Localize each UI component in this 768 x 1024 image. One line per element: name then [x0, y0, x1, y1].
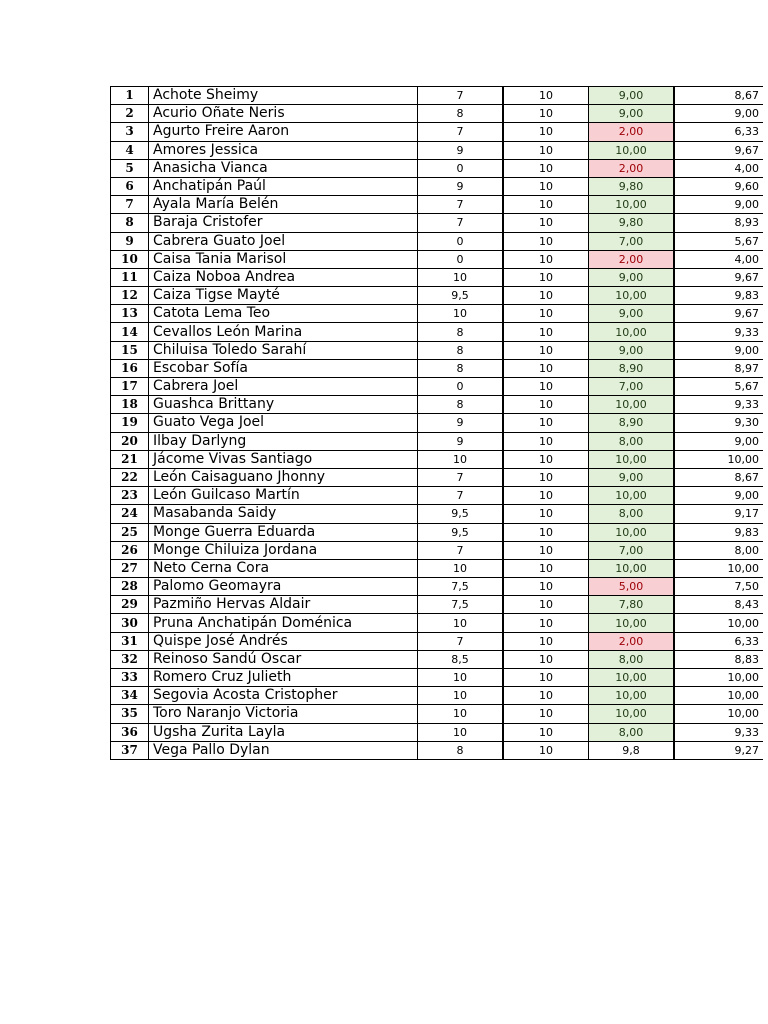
average-cell[interactable]: 9,83: [674, 523, 763, 541]
average-cell[interactable]: 9,60: [674, 177, 763, 195]
grade-2-cell[interactable]: 10: [503, 468, 589, 486]
average-cell[interactable]: 4,00: [674, 159, 763, 177]
table-row: [111, 378, 764, 396]
grade-3-cell[interactable]: 10,00: [589, 559, 675, 577]
average-cell[interactable]: 8,00: [674, 541, 763, 559]
grade-2-cell[interactable]: 10: [503, 287, 589, 305]
row-number-cell[interactable]: 34: [111, 687, 149, 705]
table-row: [111, 250, 764, 268]
grade-1-cell[interactable]: 10: [418, 268, 504, 286]
average-cell[interactable]: 9,33: [674, 323, 763, 341]
grade-2-cell[interactable]: 10: [503, 159, 589, 177]
table-row: [111, 105, 764, 123]
student-name-cell[interactable]: Masabanda Saidy: [149, 505, 418, 523]
row-number-cell[interactable]: 33: [111, 669, 149, 687]
student-name-cell[interactable]: Ilbay Darlyng: [149, 432, 418, 450]
student-name-cell[interactable]: Agurto Freire Aaron: [149, 123, 418, 141]
student-name-cell[interactable]: Caiza Tigse Mayté: [149, 287, 418, 305]
grade-2-cell[interactable]: 10: [503, 741, 589, 759]
grade-2-cell[interactable]: 10: [503, 323, 589, 341]
average-cell[interactable]: 9,33: [674, 723, 763, 741]
grade-2-cell[interactable]: 10: [503, 378, 589, 396]
table-row: [111, 650, 764, 668]
row-number-cell[interactable]: 31: [111, 632, 149, 650]
grade-3-cell[interactable]: 9,80: [589, 177, 675, 195]
student-name-cell[interactable]: Reinoso Sandú Oscar: [149, 650, 418, 668]
table-row: [111, 450, 764, 468]
grade-1-cell[interactable]: 8: [418, 105, 504, 123]
student-name-cell[interactable]: Monge Guerra Eduarda: [149, 523, 418, 541]
table-row: [111, 359, 764, 377]
student-name-cell[interactable]: Cabrera Joel: [149, 378, 418, 396]
average-cell[interactable]: 8,67: [674, 87, 763, 105]
grade-3-cell[interactable]: 7,00: [589, 541, 675, 559]
grade-1-cell[interactable]: 10: [418, 687, 504, 705]
grade-1-cell[interactable]: 8: [418, 359, 504, 377]
student-name-cell[interactable]: Caiza Noboa Andrea: [149, 268, 418, 286]
grade-3-cell[interactable]: 8,90: [589, 359, 675, 377]
grade-2-cell[interactable]: 10: [503, 196, 589, 214]
student-name-cell[interactable]: Anasicha Vianca: [149, 159, 418, 177]
grade-3-cell[interactable]: 9,00: [589, 341, 675, 359]
average-cell[interactable]: 10,00: [674, 705, 763, 723]
grade-3-cell[interactable]: 8,00: [589, 723, 675, 741]
grade-3-cell[interactable]: 10,00: [589, 323, 675, 341]
grade-3-cell[interactable]: 8,00: [589, 650, 675, 668]
row-number-cell[interactable]: 2: [111, 105, 149, 123]
average-cell[interactable]: 10,00: [674, 450, 763, 468]
row-number-cell[interactable]: 19: [111, 414, 149, 432]
grade-3-cell[interactable]: 9,8: [589, 741, 675, 759]
grade-2-cell[interactable]: 10: [503, 450, 589, 468]
grade-2-cell[interactable]: 10: [503, 414, 589, 432]
grade-3-cell[interactable]: 7,00: [589, 378, 675, 396]
grade-3-cell[interactable]: 9,00: [589, 305, 675, 323]
average-cell[interactable]: 5,67: [674, 378, 763, 396]
grade-3-cell[interactable]: 7,80: [589, 596, 675, 614]
student-name-cell[interactable]: Neto Cerna Cora: [149, 559, 418, 577]
grade-3-cell[interactable]: 10,00: [589, 523, 675, 541]
grade-2-cell[interactable]: 10: [503, 687, 589, 705]
average-cell[interactable]: 9,17: [674, 505, 763, 523]
table-row: [111, 669, 764, 687]
row-number-cell[interactable]: 1: [111, 87, 149, 105]
average-cell[interactable]: 9,00: [674, 196, 763, 214]
row-number-cell[interactable]: 36: [111, 723, 149, 741]
grade-3-cell[interactable]: 9,00: [589, 87, 675, 105]
grade-1-cell[interactable]: 7,5: [418, 578, 504, 596]
table-row: [111, 687, 764, 705]
student-name-cell[interactable]: Achote Sheimy: [149, 87, 418, 105]
grade-3-cell[interactable]: 2,00: [589, 123, 675, 141]
row-number-cell[interactable]: 37: [111, 741, 149, 759]
grade-3-cell[interactable]: 5,00: [589, 578, 675, 596]
grade-3-cell[interactable]: 8,00: [589, 432, 675, 450]
grade-2-cell[interactable]: 10: [503, 359, 589, 377]
grade-1-cell[interactable]: 8: [418, 741, 504, 759]
student-name-cell[interactable]: Cabrera Guato Joel: [149, 232, 418, 250]
grade-1-cell[interactable]: 10: [418, 669, 504, 687]
table-row: [111, 541, 764, 559]
table-row: [111, 432, 764, 450]
average-cell[interactable]: 8,97: [674, 359, 763, 377]
table-row: [111, 614, 764, 632]
student-name-cell[interactable]: Acurio Oñate Neris: [149, 105, 418, 123]
student-name-cell[interactable]: Amores Jessica: [149, 141, 418, 159]
grade-1-cell[interactable]: 9,5: [418, 287, 504, 305]
row-number-cell[interactable]: 9: [111, 232, 149, 250]
row-number-cell[interactable]: 21: [111, 450, 149, 468]
average-cell[interactable]: 8,43: [674, 596, 763, 614]
grade-2-cell[interactable]: 10: [503, 305, 589, 323]
row-number-cell[interactable]: 15: [111, 341, 149, 359]
grade-1-cell[interactable]: 9: [418, 141, 504, 159]
average-cell[interactable]: 8,93: [674, 214, 763, 232]
table-row: [111, 632, 764, 650]
average-cell[interactable]: 9,67: [674, 141, 763, 159]
row-number-cell[interactable]: 32: [111, 650, 149, 668]
row-number-cell[interactable]: 24: [111, 505, 149, 523]
average-cell[interactable]: 9,00: [674, 341, 763, 359]
grade-2-cell[interactable]: 10: [503, 141, 589, 159]
student-name-cell[interactable]: Escobar Sofía: [149, 359, 418, 377]
table-row: [111, 123, 764, 141]
table-row: [111, 141, 764, 159]
row-number-cell[interactable]: 6: [111, 177, 149, 195]
table-row: [111, 414, 764, 432]
average-cell[interactable]: 5,67: [674, 232, 763, 250]
row-number-cell[interactable]: 25: [111, 523, 149, 541]
grade-3-cell[interactable]: 8,90: [589, 414, 675, 432]
grade-1-cell[interactable]: 7: [418, 87, 504, 105]
grade-2-cell[interactable]: 10: [503, 596, 589, 614]
student-name-cell[interactable]: León Guilcaso Martín: [149, 487, 418, 505]
average-cell[interactable]: 9,33: [674, 396, 763, 414]
table-row: [111, 196, 764, 214]
student-name-cell[interactable]: Guato Vega Joel: [149, 414, 418, 432]
row-number-cell[interactable]: 13: [111, 305, 149, 323]
student-name-cell[interactable]: Toro Naranjo Victoria: [149, 705, 418, 723]
table-row: [111, 505, 764, 523]
grade-1-cell[interactable]: 7: [418, 214, 504, 232]
average-cell[interactable]: 9,30: [674, 414, 763, 432]
student-name-cell[interactable]: Pazmiño Hervas Aldair: [149, 596, 418, 614]
grade-1-cell[interactable]: 9: [418, 177, 504, 195]
row-number-cell[interactable]: 7: [111, 196, 149, 214]
table-row: [111, 287, 764, 305]
student-name-cell[interactable]: León Caisaguano Jhonny: [149, 468, 418, 486]
grade-2-cell[interactable]: 10: [503, 559, 589, 577]
student-name-cell[interactable]: Baraja Cristofer: [149, 214, 418, 232]
grade-1-cell[interactable]: 7: [418, 487, 504, 505]
table-row: [111, 323, 764, 341]
table-row: [111, 723, 764, 741]
table-row: [111, 741, 764, 759]
average-cell[interactable]: 4,00: [674, 250, 763, 268]
grade-2-cell[interactable]: 10: [503, 250, 589, 268]
table-row: [111, 159, 764, 177]
average-cell[interactable]: 10,00: [674, 559, 763, 577]
row-number-cell[interactable]: 28: [111, 578, 149, 596]
grade-1-cell[interactable]: 10: [418, 559, 504, 577]
grade-2-cell[interactable]: 10: [503, 105, 589, 123]
table-row: [111, 487, 764, 505]
grades-table: [110, 86, 763, 760]
row-number-cell[interactable]: 26: [111, 541, 149, 559]
grade-3-cell[interactable]: 10,00: [589, 287, 675, 305]
grade-1-cell[interactable]: 10: [418, 723, 504, 741]
grade-1-cell[interactable]: 9: [418, 414, 504, 432]
row-number-cell[interactable]: 12: [111, 287, 149, 305]
average-cell[interactable]: 8,67: [674, 468, 763, 486]
grade-2-cell[interactable]: 10: [503, 614, 589, 632]
grade-2-cell[interactable]: 10: [503, 268, 589, 286]
average-cell[interactable]: 10,00: [674, 687, 763, 705]
grade-2-cell[interactable]: 10: [503, 505, 589, 523]
table-row: [111, 177, 764, 195]
grade-3-cell[interactable]: 10,00: [589, 687, 675, 705]
student-name-cell[interactable]: Monge Chiluiza Jordana: [149, 541, 418, 559]
average-cell[interactable]: 9,67: [674, 305, 763, 323]
grade-3-cell[interactable]: 2,00: [589, 159, 675, 177]
grade-2-cell[interactable]: 10: [503, 396, 589, 414]
row-number-cell[interactable]: 17: [111, 378, 149, 396]
grade-1-cell[interactable]: 8: [418, 341, 504, 359]
table-row: [111, 268, 764, 286]
average-cell[interactable]: 7,50: [674, 578, 763, 596]
table-row: [111, 578, 764, 596]
grade-3-cell[interactable]: 9,80: [589, 214, 675, 232]
grade-3-cell[interactable]: 9,00: [589, 268, 675, 286]
grade-1-cell[interactable]: 9,5: [418, 505, 504, 523]
student-name-cell[interactable]: Romero Cruz Julieth: [149, 669, 418, 687]
student-name-cell[interactable]: Pruna Anchatipán Doménica: [149, 614, 418, 632]
grade-1-cell[interactable]: 7: [418, 541, 504, 559]
row-number-cell[interactable]: 20: [111, 432, 149, 450]
student-name-cell[interactable]: Anchatipán Paúl: [149, 177, 418, 195]
grade-2-cell[interactable]: 10: [503, 723, 589, 741]
grade-3-cell[interactable]: 8,00: [589, 505, 675, 523]
row-number-cell[interactable]: 18: [111, 396, 149, 414]
student-name-cell[interactable]: Segovia Acosta Cristopher: [149, 687, 418, 705]
grade-1-cell[interactable]: 0: [418, 378, 504, 396]
grade-3-cell[interactable]: 10,00: [589, 196, 675, 214]
grade-3-cell[interactable]: 10,00: [589, 669, 675, 687]
grade-1-cell[interactable]: 8: [418, 323, 504, 341]
grade-1-cell[interactable]: 8: [418, 396, 504, 414]
student-name-cell[interactable]: Quispe José Andrés: [149, 632, 418, 650]
average-cell[interactable]: 9,00: [674, 487, 763, 505]
row-number-cell[interactable]: 8: [111, 214, 149, 232]
grade-3-cell[interactable]: 10,00: [589, 141, 675, 159]
grade-2-cell[interactable]: 10: [503, 341, 589, 359]
grade-2-cell[interactable]: 10: [503, 123, 589, 141]
grade-1-cell[interactable]: 10: [418, 450, 504, 468]
student-name-cell[interactable]: Cevallos León Marina: [149, 323, 418, 341]
grade-1-cell[interactable]: 0: [418, 232, 504, 250]
row-number-cell[interactable]: 3: [111, 123, 149, 141]
table-row: [111, 523, 764, 541]
average-cell[interactable]: 9,00: [674, 432, 763, 450]
average-cell[interactable]: 9,83: [674, 287, 763, 305]
grade-1-cell[interactable]: 7: [418, 632, 504, 650]
grade-3-cell[interactable]: 9,00: [589, 105, 675, 123]
grade-1-cell[interactable]: 7: [418, 196, 504, 214]
grade-2-cell[interactable]: 10: [503, 214, 589, 232]
grade-3-cell[interactable]: 10,00: [589, 705, 675, 723]
grade-2-cell[interactable]: 10: [503, 232, 589, 250]
table-row: [111, 87, 764, 105]
table-row: [111, 232, 764, 250]
average-cell[interactable]: 6,33: [674, 632, 763, 650]
average-cell[interactable]: 9,27: [674, 741, 763, 759]
grade-1-cell[interactable]: 0: [418, 250, 504, 268]
grade-2-cell[interactable]: 10: [503, 578, 589, 596]
row-number-cell[interactable]: 29: [111, 596, 149, 614]
student-name-cell[interactable]: Caisa Tania Marisol: [149, 250, 418, 268]
grade-2-cell[interactable]: 10: [503, 669, 589, 687]
grade-3-cell[interactable]: 10,00: [589, 450, 675, 468]
table-row: [111, 214, 764, 232]
grade-2-cell[interactable]: 10: [503, 705, 589, 723]
row-number-cell[interactable]: 4: [111, 141, 149, 159]
row-number-cell[interactable]: 5: [111, 159, 149, 177]
row-number-cell[interactable]: 23: [111, 487, 149, 505]
row-number-cell[interactable]: 16: [111, 359, 149, 377]
student-name-cell[interactable]: Chiluisa Toledo Sarahí: [149, 341, 418, 359]
table-row: [111, 705, 764, 723]
grade-1-cell[interactable]: 0: [418, 159, 504, 177]
row-number-cell[interactable]: 30: [111, 614, 149, 632]
grade-3-cell[interactable]: 7,00: [589, 232, 675, 250]
grade-3-cell[interactable]: 10,00: [589, 487, 675, 505]
grade-3-cell[interactable]: 10,00: [589, 396, 675, 414]
grade-2-cell[interactable]: 10: [503, 487, 589, 505]
grade-2-cell[interactable]: 10: [503, 541, 589, 559]
grade-1-cell[interactable]: 7: [418, 123, 504, 141]
average-cell[interactable]: 9,00: [674, 105, 763, 123]
average-cell[interactable]: 6,33: [674, 123, 763, 141]
grade-1-cell[interactable]: 10: [418, 705, 504, 723]
grade-1-cell[interactable]: 7,5: [418, 596, 504, 614]
grade-2-cell[interactable]: 10: [503, 523, 589, 541]
student-name-cell[interactable]: Palomo Geomayra: [149, 578, 418, 596]
grade-2-cell[interactable]: 10: [503, 87, 589, 105]
grade-2-cell[interactable]: 10: [503, 177, 589, 195]
table-row: [111, 305, 764, 323]
grade-1-cell[interactable]: 9,5: [418, 523, 504, 541]
grade-1-cell[interactable]: 7: [418, 468, 504, 486]
average-cell[interactable]: 9,67: [674, 268, 763, 286]
grade-3-cell[interactable]: 10,00: [589, 614, 675, 632]
average-cell[interactable]: 10,00: [674, 669, 763, 687]
row-number-cell[interactable]: 22: [111, 468, 149, 486]
grade-1-cell[interactable]: 8,5: [418, 650, 504, 668]
student-name-cell[interactable]: Catota Lema Teo: [149, 305, 418, 323]
grades-table-body: [111, 87, 764, 760]
average-cell[interactable]: 10,00: [674, 614, 763, 632]
grade-2-cell[interactable]: 10: [503, 650, 589, 668]
grade-1-cell[interactable]: 9: [418, 432, 504, 450]
row-number-cell[interactable]: 14: [111, 323, 149, 341]
row-number-cell[interactable]: 11: [111, 268, 149, 286]
student-name-cell[interactable]: Ayala María Belén: [149, 196, 418, 214]
table-row: [111, 559, 764, 577]
row-number-cell[interactable]: 27: [111, 559, 149, 577]
table-row: [111, 341, 764, 359]
row-number-cell[interactable]: 35: [111, 705, 149, 723]
student-name-cell[interactable]: Jácome Vivas Santiago: [149, 450, 418, 468]
student-name-cell[interactable]: Ugsha Zurita Layla: [149, 723, 418, 741]
table-row: [111, 396, 764, 414]
grade-1-cell[interactable]: 10: [418, 305, 504, 323]
student-name-cell[interactable]: Vega Pallo Dylan: [149, 741, 418, 759]
grade-2-cell[interactable]: 10: [503, 632, 589, 650]
grade-3-cell[interactable]: 9,00: [589, 468, 675, 486]
student-name-cell[interactable]: Guashca Brittany: [149, 396, 418, 414]
table-row: [111, 468, 764, 486]
average-cell[interactable]: 8,83: [674, 650, 763, 668]
grade-2-cell[interactable]: 10: [503, 432, 589, 450]
grade-3-cell[interactable]: 2,00: [589, 250, 675, 268]
grade-3-cell[interactable]: 2,00: [589, 632, 675, 650]
row-number-cell[interactable]: 10: [111, 250, 149, 268]
table-row: [111, 596, 764, 614]
grade-1-cell[interactable]: 10: [418, 614, 504, 632]
